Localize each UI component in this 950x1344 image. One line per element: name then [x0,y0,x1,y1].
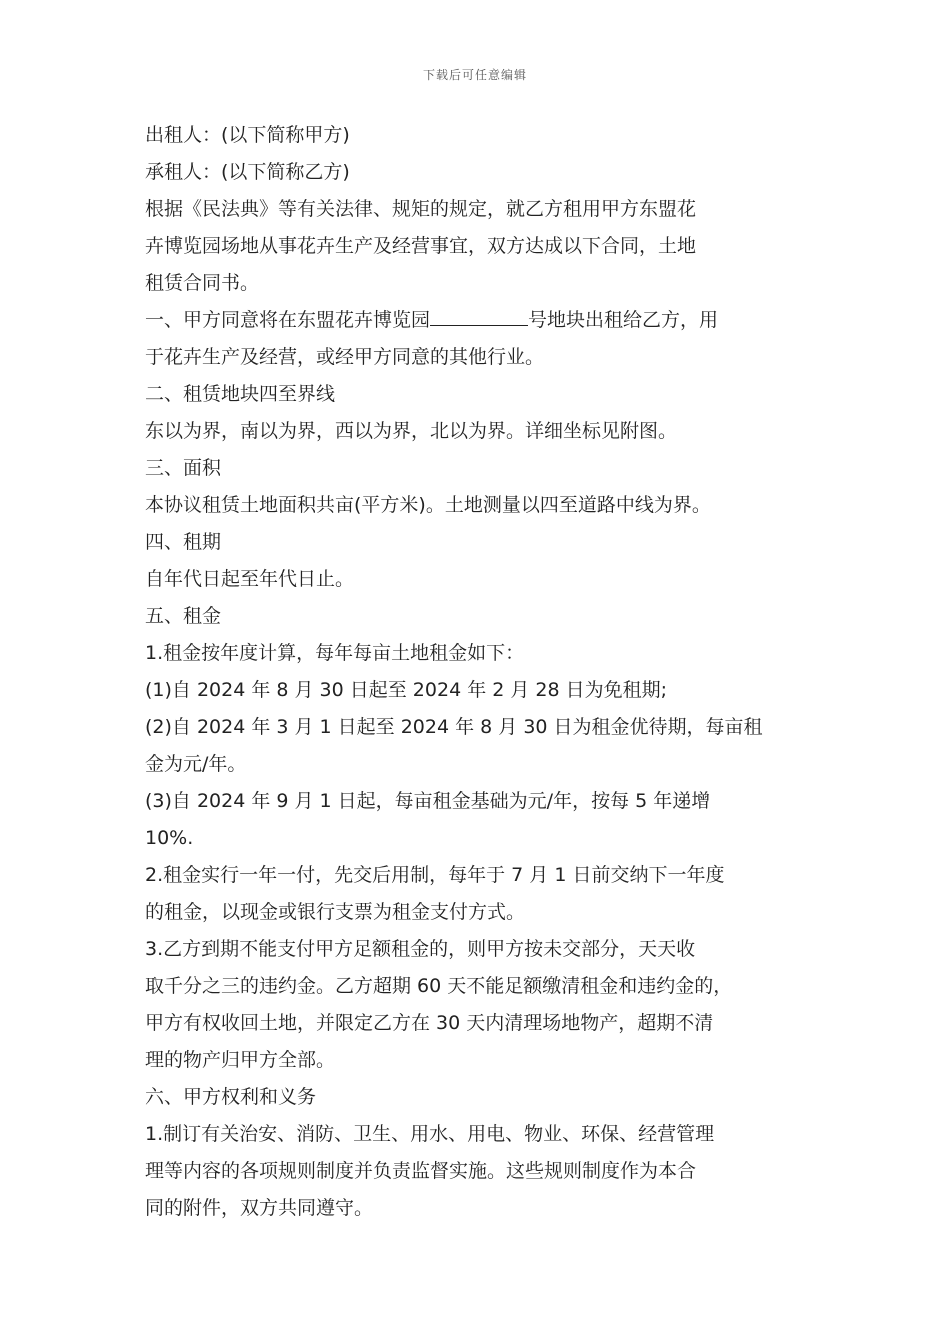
text-line: 同的附件，双方共同遵守。 [145,1197,374,1219]
section-heading: 三、面积 [145,457,222,479]
text-line: 1.租金按年度计算，每年每亩土地租金如下： [145,642,525,664]
text-line: 出租人：(以下简称甲方) [145,124,350,146]
text-segment: 号地块出租给乙方，用 [528,309,719,331]
text-line: 理等内容的各项规则制度并负责监督实施。这些规则制度作为本合 [145,1160,697,1182]
fill-in-blank [430,303,528,326]
text-line: (3)自 2024 年 9 月 1 日起，每亩租金基础为元/年，按每 5 年递增 [145,790,711,812]
text-line: 的租金，以现金或银行支票为租金支付方式。 [145,901,526,923]
text-line: 金为元/年。 [145,753,247,775]
page-header: 下载后可任意编辑 [422,68,527,82]
text-line: 承租人：(以下简称乙方) [145,161,350,183]
text-line: 甲方有权收回土地，并限定乙方在 30 天内清理场地物产，超期不清 [145,1012,714,1034]
text-line: 理的物产归甲方全部。 [145,1049,336,1071]
section-heading: 五、租金 [145,605,222,627]
text-line: 1.制订有关治安、消防、卫生、用水、用电、物业、环保、经营管理 [145,1123,715,1145]
section-heading: 六、甲方权利和义务 [145,1086,317,1108]
text-line: (1)自 2024 年 8 月 30 日起至 2024 年 2 月 28 日为免租期; [145,679,668,701]
text-line: 取千分之三的违约金。乙方超期 60 天不能足额缴清租金和违约金的， [145,975,733,997]
section-heading: 二、租赁地块四至界线 [145,383,336,405]
text-line: 3.乙方到期不能支付甲方足额租金的，则甲方按未交部分，天天收 [145,938,696,960]
text-line: (2)自 2024 年 3 月 1 日起至 2024 年 8 月 30 日为租金优待期，每亩租 [145,716,763,738]
text-line: 自年代日起至年代日止。 [145,568,355,590]
text-line: 于花卉生产及经营，或经甲方同意的其他行业。 [145,346,545,368]
contract-body [145,117,810,1227]
section-heading: 四、租期 [145,531,222,553]
text-line: 本协议租赁土地面积共亩(平方米)。土地测量以四至道路中线为界。 [145,494,711,516]
text-line: 卉博览园场地从事花卉生产及经营事宜，双方达成以下合同，土地 [145,235,697,257]
text-segment: 一、甲方同意将在东盟花卉博览园 [145,309,431,331]
text-line: 东以为界，南以为界，西以为界，北以为界。详细坐标见附图。 [145,420,678,442]
text-line: 10%. [145,827,194,849]
text-line: 2.租金实行一年一付，先交后用制，每年于 7 月 1 日前交纳下一年度 [145,864,725,886]
text-line: 租赁合同书。 [145,272,260,294]
text-line-with-blank [145,302,810,339]
text-line: 根据《民法典》等有关法律、规矩的规定，就乙方租用甲方东盟花 [145,198,697,220]
